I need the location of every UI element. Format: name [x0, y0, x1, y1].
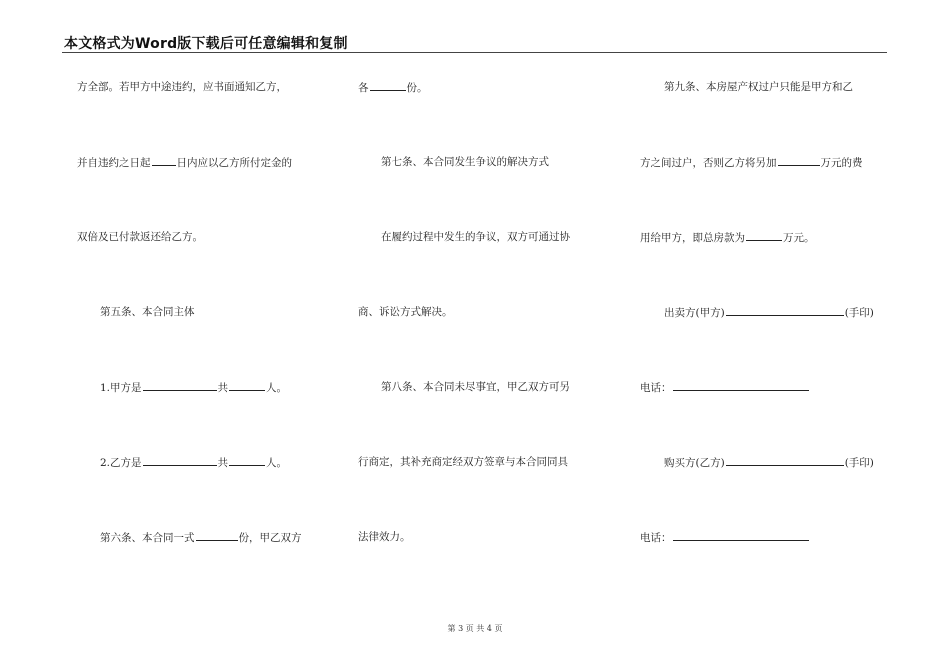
left-line-2-part-a: 并自违约之日起 — [77, 157, 151, 169]
blank-party-b — [143, 455, 217, 466]
blank-each — [370, 80, 406, 91]
party-b-count-label: 共 — [217, 457, 229, 469]
middle-line-5: 第八条、本合同未尽事宜，甲乙双方可另 — [381, 381, 570, 393]
extra-fee-label: 方之间过户，否则乙方将另加 — [640, 157, 777, 169]
buyer-label: 购买方(乙方) — [664, 457, 725, 469]
blank-copies — [196, 530, 238, 541]
each-suffix: 份。 — [406, 82, 428, 94]
buyer-fingerprint-label: (手印) — [844, 457, 874, 469]
blank-total-price — [746, 230, 782, 241]
right-line-6 — [664, 455, 874, 470]
blank-party-a — [143, 380, 217, 391]
right-line-2 — [640, 155, 863, 170]
copies-label: 第六条、本合同一式 — [100, 532, 195, 544]
middle-line-6: 行商定，其补充商定经双方签章与本合同同具 — [358, 456, 568, 468]
middle-line-2: 第七条、本合同发生争议的解决方式 — [381, 156, 549, 168]
right-line-4 — [664, 305, 874, 320]
right-line-5 — [640, 380, 810, 395]
middle-line-4: 商、诉讼方式解决。 — [358, 306, 453, 318]
left-line-2-part-b: 日内应以乙方所付定金的 — [176, 157, 292, 169]
left-line-7 — [100, 530, 302, 545]
seller-label: 出卖方(甲方) — [664, 307, 725, 319]
seller-phone-label: 电话： — [640, 382, 672, 394]
party-b-label: 2.乙方是 — [100, 457, 142, 469]
seller-fingerprint-label: (手印) — [844, 307, 874, 319]
extra-fee-suffix: 万元的费 — [820, 157, 863, 169]
middle-line-3: 在履约过程中发生的争议，双方可通过协 — [381, 231, 570, 243]
right-line-3 — [640, 230, 815, 245]
blank-buyer — [726, 455, 844, 466]
blank-days — [152, 155, 176, 166]
blank-seller-phone — [673, 380, 809, 391]
left-line-5 — [100, 380, 287, 395]
page-header-title: 本文格式为Word版下载后可任意编辑和复制 — [64, 36, 348, 52]
party-a-unit: 人。 — [266, 382, 288, 394]
copies-suffix: 份，甲乙双方 — [238, 532, 302, 544]
blank-seller — [726, 305, 844, 316]
left-line-1: 方全部。若甲方中途违约，应书面通知乙方， — [77, 81, 287, 93]
blank-buyer-phone — [673, 530, 809, 541]
each-label: 各 — [358, 82, 369, 94]
total-price-suffix: 万元。 — [783, 232, 815, 244]
buyer-phone-label: 电话： — [640, 532, 672, 544]
blank-party-a-count — [229, 380, 265, 391]
total-price-label: 用给甲方，即总房款为 — [640, 232, 745, 244]
party-a-count-label: 共 — [217, 382, 229, 394]
middle-line-7: 法律效力。 — [358, 531, 411, 543]
blank-party-b-count — [229, 455, 265, 466]
party-a-label: 1.甲方是 — [100, 382, 142, 394]
middle-line-1 — [358, 80, 428, 95]
left-line-4: 第五条、本合同主体 — [100, 306, 195, 318]
page-number: 第 3 页 共 4 页 — [447, 624, 503, 633]
left-line-6 — [100, 455, 287, 470]
left-line-3: 双倍及已付款返还给乙方。 — [77, 231, 203, 243]
right-line-1: 第九条、本房屋产权过户只能是甲方和乙 — [664, 81, 853, 93]
left-line-2 — [77, 155, 292, 170]
party-b-unit: 人。 — [266, 457, 288, 469]
right-line-7 — [640, 530, 810, 545]
header-divider — [62, 52, 887, 53]
blank-extra-fee — [778, 155, 820, 166]
